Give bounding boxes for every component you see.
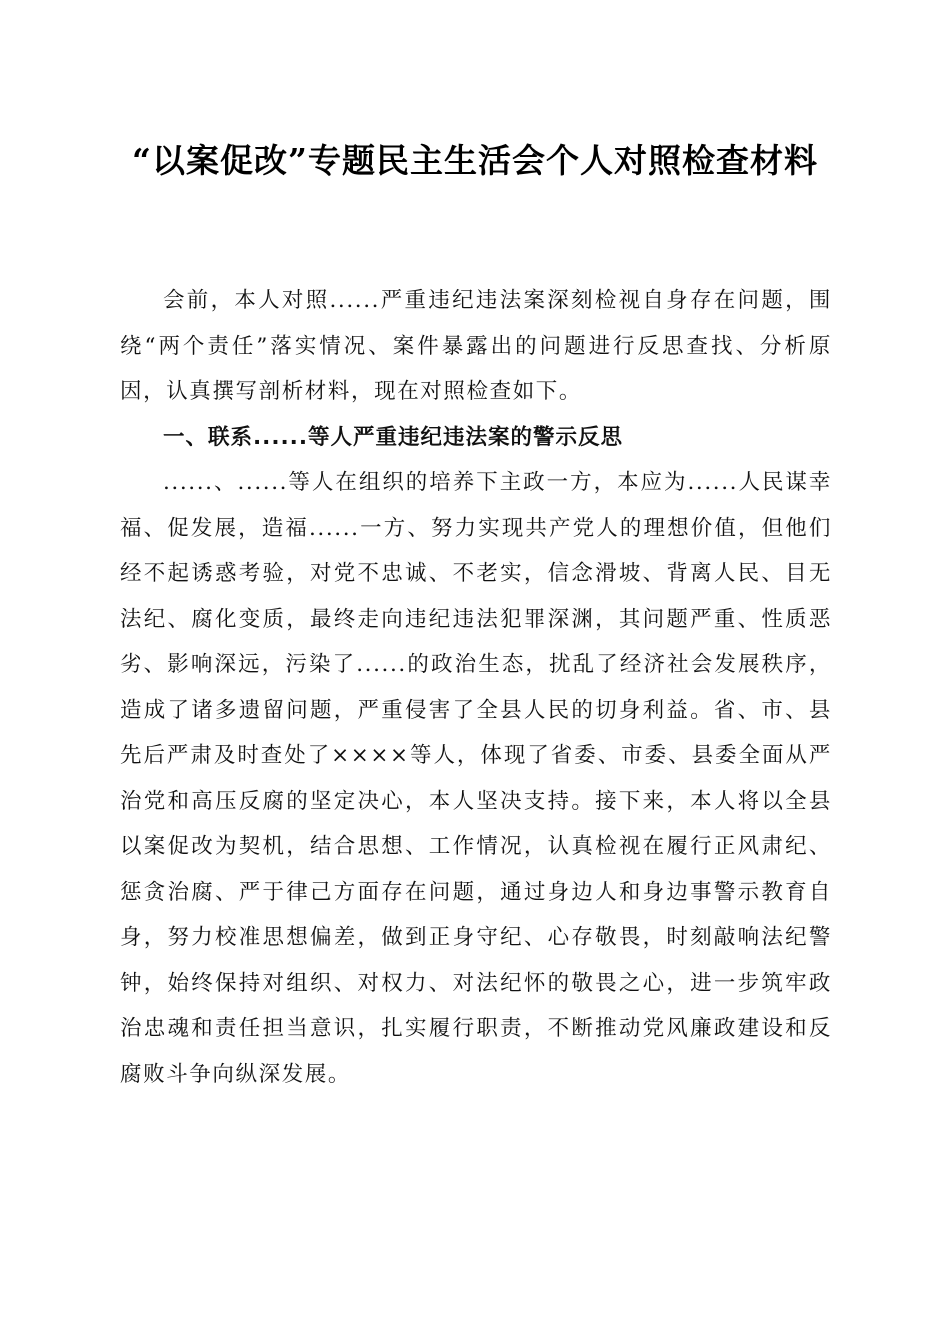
intro-paragraph: 会前，本人对照......严重违纪违法案深刻检视自身存在问题，围绕“两个责任”落实情况、案件暴露出的问题进行反思查找、分析原因，认真撰写剖析材料，现在对照检查如下。 xyxy=(120,288,832,404)
document-title: “以案促改”专题民主生活会个人对照检查材料 xyxy=(132,141,818,180)
section-paragraph: ......、......等人在组织的培养下主政一方，本应为......人民谋幸福、促发展，造福......一方、努力实现共产党人的理想价值，但他们经不起诱惑考验，对党不忠诚、不老实，信念滑坡、背离人民、目无法纪、腐化变质，最终走向违纪违法犯罪深渊，其问题严重、性质恶劣、影响深远，污染了......的政治生态，扰乱了经济社会发展秩序，造成了诸多遗留问题，严重侵害了全县人民的切身利益。省、市、县先后严肃及时查处了××××等人，体现了省委、市委、县委全面从严治党和高压反腐的坚定决心，本人坚决支持。接下来，本人将以全县以案促改为契机，结合思想、工作情况，认真检视在履行正风肃纪、惩贪治腐、严于律己方面存在问题，通过身边人和身边事警示教育自身，努力校准思想偏差，做到正身守纪、心存敬畏，时刻敲响法纪警钟，始终保持对组织、对权力、对法纪怀的敬畏之心，进一步筑牢政治忠魂和责任担当意识，扎实履行职责，不断推动党风廉政建设和反腐败斗争向纵深发展。 xyxy=(120,470,832,1087)
document-body xyxy=(120,278,832,1097)
section-heading: 一、联系......等人严重违纪违法案的警示反思 xyxy=(163,424,624,450)
